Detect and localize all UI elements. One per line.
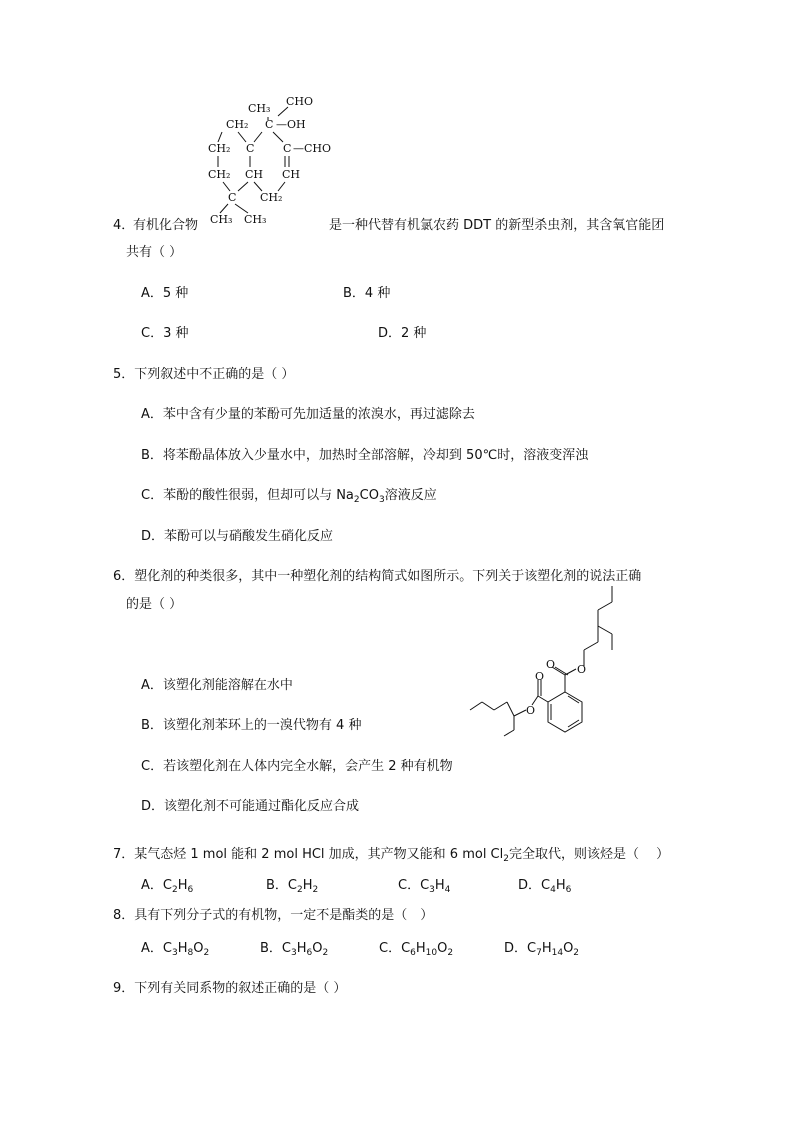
q8-c-mid: H <box>415 941 426 956</box>
q8-c-s3: 2 <box>447 948 454 958</box>
q6-option-d[interactable]: D．该塑化剂不可能通过酯化反应合成 <box>141 799 360 814</box>
q8-option-a[interactable] <box>141 940 209 958</box>
q5-option-b[interactable]: B．将苯酚晶体放入少量水中，加热时全部溶解，冷却到 50℃时，溶液变浑浊 <box>141 448 589 463</box>
q4-label-ch3-l: CH₃ <box>210 213 233 226</box>
q7-b-s2: 2 <box>312 885 319 895</box>
q5-option-c-pre: C．苯酚的酸性很弱，但却可以与 Na <box>141 488 354 503</box>
q8-option-c[interactable] <box>379 940 453 958</box>
q7-stem-pre: 7．某气态烃 1 mol 能和 2 mol HCl 加成，其产物又能和 6 mol Cl <box>113 847 504 862</box>
q7-option-b[interactable] <box>266 877 318 895</box>
q4-label-ch2-b: CH₂ <box>208 142 231 155</box>
q7-a-mid: H <box>177 878 188 893</box>
q6-option-b[interactable]: B．该塑化剂苯环上的一溴代物有 4 种 <box>141 718 362 733</box>
q6-label-o4: O <box>526 704 536 717</box>
q7-b-pre: B．C <box>266 878 297 893</box>
q8-b-end: O <box>312 941 323 956</box>
q8-d-s2: 14 <box>551 948 564 958</box>
q8-c-pre: C．C <box>379 941 411 956</box>
q4-structure <box>200 90 360 230</box>
q8-option-b[interactable] <box>260 940 328 958</box>
q8-a-end: O <box>193 941 204 956</box>
q7-stem-post: 完全取代，则该烃是（ ） <box>508 847 670 862</box>
q8-d-pre: D．C <box>504 941 537 956</box>
q8-c-s1: 6 <box>410 948 416 958</box>
q4-label-c-a: C <box>265 118 274 131</box>
q7-a-pre: A．C <box>141 878 172 893</box>
q6-option-a[interactable]: A．该塑化剂能溶解在水中 <box>141 678 293 693</box>
q4-option-a[interactable]: A．5 种 <box>141 286 189 301</box>
q5-option-c[interactable] <box>141 487 437 505</box>
q7-c-mid: H <box>434 878 445 893</box>
q8-a-s2: 8 <box>187 948 194 958</box>
q8-b-s1: 3 <box>291 948 297 958</box>
q7-stem-sub: 2 <box>503 854 509 864</box>
q7-option-d[interactable] <box>518 877 571 895</box>
q8-b-s2: 6 <box>306 948 313 958</box>
q7-stem <box>113 846 669 864</box>
q4-label-ch-a: CH <box>245 168 264 181</box>
q7-d-s2: 6 <box>565 885 572 895</box>
q7-option-c[interactable] <box>398 877 450 895</box>
q7-option-a[interactable] <box>141 877 193 895</box>
q5-option-a[interactable]: A．苯中含有少量的苯酚可先加适量的浓溴水，再过滤除去 <box>141 407 475 422</box>
q8-option-d[interactable] <box>504 940 579 958</box>
q6-stem-line2: 的是（ ） <box>126 597 183 612</box>
q8-a-mid: H <box>177 941 188 956</box>
q6-option-c[interactable]: C．若该塑化剂在人体内完全水解，会产生 2 种有机物 <box>141 759 453 774</box>
q8-c-end: O <box>437 941 448 956</box>
q4-option-b[interactable]: B．4 种 <box>343 286 391 301</box>
q8-b-pre: B．C <box>260 941 291 956</box>
q5-option-c-post: 溶液反应 <box>384 488 437 503</box>
q8-d-end: O <box>563 941 574 956</box>
q7-b-s1: 2 <box>297 885 303 895</box>
q7-d-mid: H <box>555 878 566 893</box>
q6-stem-line1: 6．塑化剂的种类很多，其中一种塑化剂的结构简式如图所示。下列关于该塑化剂的说法正确 <box>113 569 642 584</box>
q4-stem-line2: 共有（ ） <box>126 245 183 260</box>
q8-a-s1: 3 <box>171 948 178 958</box>
q6-label-o1: O <box>546 658 556 671</box>
q4-label-c-b: C <box>246 142 255 155</box>
q8-d-s3: 2 <box>573 948 580 958</box>
q8-stem: 8．具有下列分子式的有机物，一定不是酯类的是（ ） <box>113 908 434 923</box>
q4-stem-tail: 是一种代替有机氯农药 DDT 的新型杀虫剂，其含氧官能团 <box>329 218 665 233</box>
q7-a-s1: 2 <box>171 885 178 895</box>
q6-structure <box>462 592 642 752</box>
q4-label-ch2-a: CH₂ <box>226 118 249 131</box>
q4-label-cho-top: CHO <box>286 95 314 108</box>
q4-option-c[interactable]: C．3 种 <box>141 326 189 341</box>
q4-label-c-c: C <box>283 142 292 155</box>
q5-option-c-sub1: 2 <box>353 495 360 505</box>
q5-option-c-mid: CO <box>359 488 379 503</box>
q7-b-mid: H <box>302 878 313 893</box>
q4-label-oh: —OH <box>276 118 306 131</box>
q6-label-o2: O <box>577 663 587 676</box>
q7-c-s1: 3 <box>429 885 435 895</box>
q5-stem: 5．下列叙述中不正确的是（ ） <box>113 367 295 382</box>
q4-label-ch2-d: CH₂ <box>260 191 283 204</box>
q8-b-s3: 2 <box>322 948 329 958</box>
q4-number: 4． <box>113 218 135 233</box>
q8-a-s3: 2 <box>203 948 210 958</box>
q8-c-s2: 10 <box>425 948 438 958</box>
q4-label-ch3-r: CH₃ <box>244 213 267 226</box>
q4-stem-lead: 有机化合物 <box>133 218 199 233</box>
q6-bonds <box>470 586 612 736</box>
q8-d-s1: 7 <box>536 948 542 958</box>
q7-c-s2: 4 <box>444 885 451 895</box>
q4-label-c-d: C <box>228 191 237 204</box>
q7-d-s1: 4 <box>550 885 556 895</box>
q4-label-ch-b: CH <box>282 168 301 181</box>
q4-option-d[interactable]: D．2 种 <box>378 326 427 341</box>
q5-option-d[interactable]: D．苯酚可以与硝酸发生硝化反应 <box>141 529 334 544</box>
q4-label-ch3-top: CH₃ <box>248 102 271 115</box>
q8-a-pre: A．C <box>141 941 172 956</box>
q8-b-mid: H <box>296 941 307 956</box>
q7-d-pre: D．C <box>518 878 551 893</box>
q7-a-s2: 6 <box>187 885 194 895</box>
q6-label-o3: O <box>535 670 545 683</box>
q4-label-ch2-c: CH₂ <box>208 168 231 181</box>
q5-option-c-sub2: 3 <box>378 495 385 505</box>
q9-stem: 9．下列有关同系物的叙述正确的是（ ） <box>113 981 347 996</box>
q7-c-pre: C．C <box>398 878 430 893</box>
q4-label-cho-mid: —CHO <box>293 142 332 155</box>
q8-d-mid: H <box>541 941 552 956</box>
